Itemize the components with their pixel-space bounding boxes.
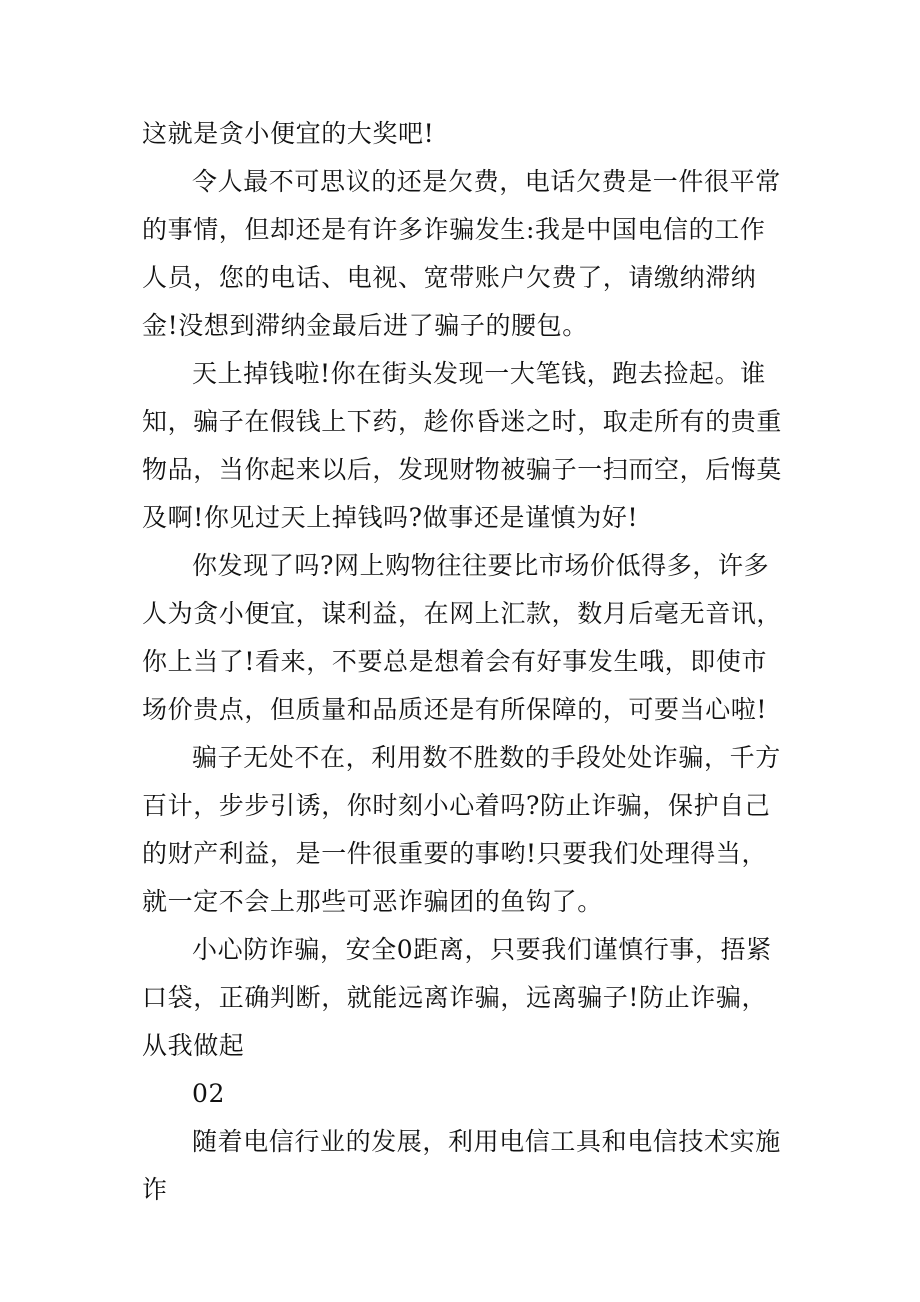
paragraph: 随着电信行业的发展，利用电信工具和电信技术实施诈: [142, 1127, 781, 1204]
section-number: 02: [192, 1079, 226, 1108]
paragraph: 骗子无处不在，利用数不胜数的手段处处诈骗，千方百计，步步引诱，你时刻小心着吗?防止诈骗，保护自己的财产利益，是一件很重要的事哟!只要我们处理得当，就一定不会上那些可恶诈骗团的鱼钩了。: [142, 743, 781, 916]
paragraph: 小心防诈骗，安全0距离，只要我们谨慎行事，捂紧口袋，正确判断，就能远离诈骗，远离骗子!防止诈骗，从我做起: [142, 935, 772, 1060]
paragraph: 这就是贪小便宜的大奖吧!: [142, 119, 435, 148]
document-body: [142, 110, 782, 1214]
paragraph: 令人最不可思议的还是欠费，电话欠费是一件很平常的事情，但却还是有许多诈骗发生:我是中国电信的工作人员，您的电话、电视、宽带账户欠费了，请缴纳滞纳金!没想到滞纳金最后进了骗子的腰包。: [142, 167, 781, 340]
paragraph: 你发现了吗?网上购物往往要比市场价低得多，许多人为贪小便宜，谋利益，在网上汇款，数月后毫无音讯，你上当了!看来，不要总是想着会有好事发生哦，即使市场价贵点，但质量和品质还是有所保障的，可要当心啦!: [142, 551, 783, 724]
paragraph: 天上掉钱啦!你在街头发现一大笔钱，跑去捡起。谁知，骗子在假钱上下药，趁你昏迷之时，取走所有的贵重物品，当你起来以后，发现财物被骗子一扫而空，后悔莫及啊!你见过天上掉钱吗?做事还是谨慎为好!: [142, 359, 783, 532]
